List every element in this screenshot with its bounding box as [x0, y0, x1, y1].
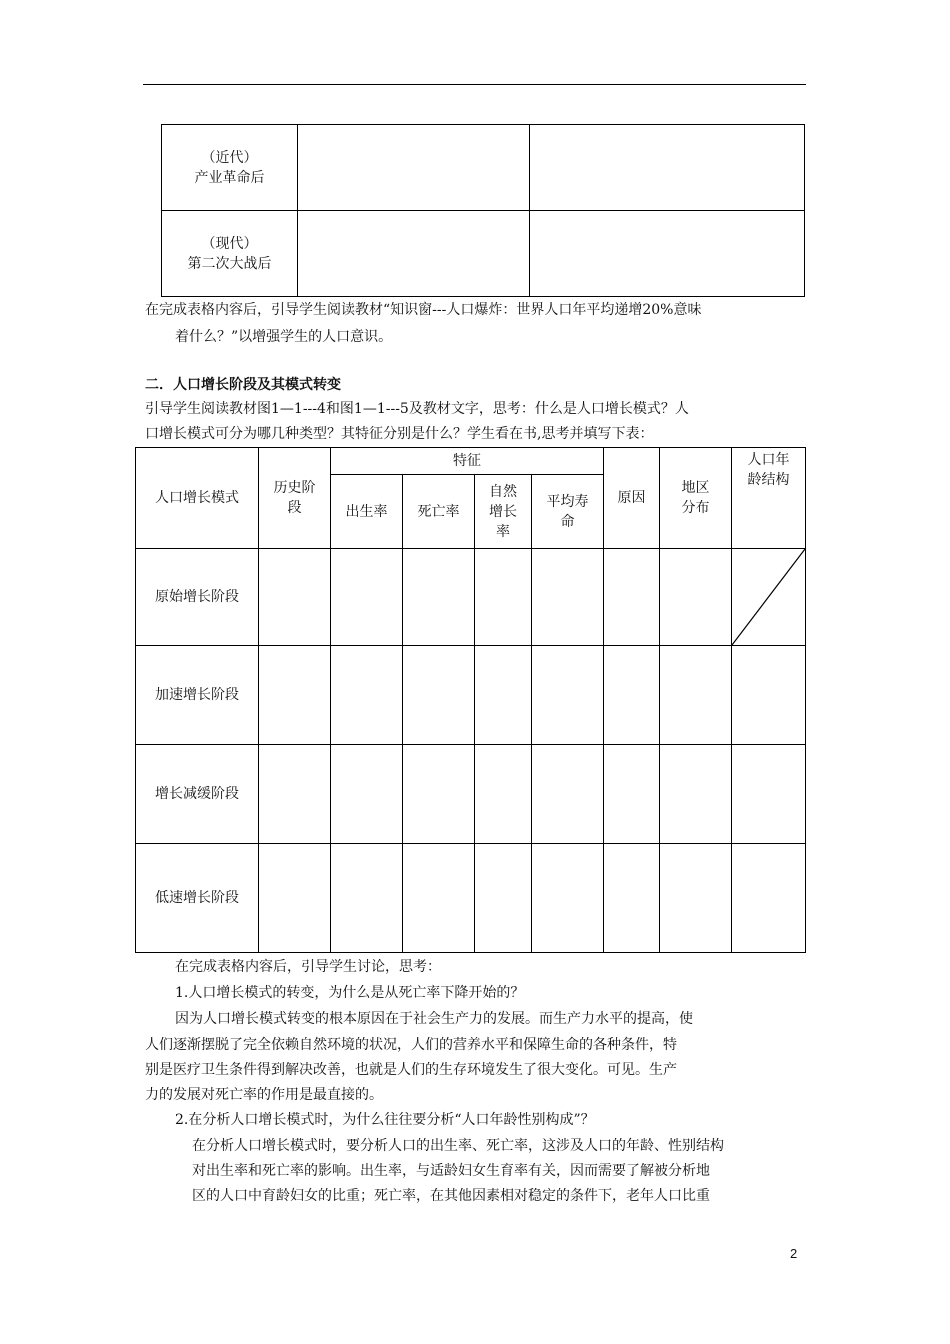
header-birth: 出生率 [331, 475, 403, 549]
blank-cell [530, 211, 805, 297]
blank-cell [475, 549, 532, 646]
question: 2.在分析人口增长模式时，为什么往往要分析“人口年龄性别构成”？ [175, 1112, 595, 1128]
header-death: 死亡率 [403, 475, 475, 549]
table-row [162, 211, 805, 297]
diagonal-slash [732, 549, 805, 645]
header-mode: 人口增长模式 [136, 448, 259, 549]
era-label: （现代） [201, 235, 258, 252]
blank-cell [475, 646, 532, 745]
era-label: （近代） [201, 149, 258, 166]
blank-cell [403, 745, 475, 844]
header-age-line: 龄结构 [747, 472, 790, 488]
header-history [259, 448, 331, 549]
blank-cell [331, 745, 403, 844]
table-row [136, 549, 806, 646]
table-row [136, 646, 806, 745]
blank-cell [259, 646, 331, 745]
blank-cell [732, 745, 806, 844]
blank-cell [475, 745, 532, 844]
paragraph-line: 引导学生阅读教材图1—1---4和图1—1---5及教材文字，思考：什么是人口增长模式？人 [145, 401, 689, 417]
diagonal-cell [732, 549, 806, 646]
header-region-line: 地区 [681, 480, 710, 496]
blank-cell [604, 549, 660, 646]
header-life-line: 平均寿 [546, 493, 589, 510]
header-region-line: 分布 [681, 500, 710, 516]
blank-cell [660, 549, 732, 646]
blank-cell [475, 844, 532, 953]
stage-label: 低速增长阶段 [136, 844, 259, 953]
blank-cell [530, 125, 805, 211]
table-row [136, 844, 806, 953]
blank-cell [532, 844, 604, 953]
header-age [732, 448, 806, 549]
paragraph-line: 着什么？”以增强学生的人口意识。 [175, 329, 393, 345]
header-natural-line: 自然 [489, 483, 517, 500]
answer-line: 别是医疗卫生条件得到解决改善，也就是人们的生存环境发生了很大变化。可见。生产 [145, 1062, 677, 1078]
answer-line: 因为人口增长模式转变的根本原因在于社会生产力的发展。而生产力水平的提高，使 [175, 1011, 693, 1027]
header-features: 特征 [331, 448, 604, 475]
blank-cell [259, 549, 331, 646]
stage-label: 加速增长阶段 [136, 646, 259, 745]
answer-line: 人们逐渐摆脱了完全依赖自然环境的状况，人们的营养水平和保障生命的各种条件，特 [145, 1037, 677, 1053]
paragraph-line: 口增长模式可分为哪几种类型？其特征分别是什么？学生看在书,思考并填写下表： [145, 426, 654, 442]
blank-cell [403, 646, 475, 745]
blank-cell [660, 646, 732, 745]
blank-cell [604, 745, 660, 844]
question: 1.人口增长模式的转变，为什么是从死亡率下降开始的？ [175, 985, 525, 1001]
blank-cell [298, 211, 530, 297]
stage-label: 原始增长阶段 [136, 549, 259, 646]
header-age-line: 人口年 [747, 452, 790, 468]
header-history-line: 段 [287, 500, 302, 516]
blank-cell [331, 646, 403, 745]
section-heading: 二．人口增长阶段及其模式转变 [145, 377, 341, 393]
answer-line: 力的发展对死亡率的作用是最直接的。 [145, 1087, 383, 1103]
blank-cell [732, 646, 806, 745]
blank-cell [532, 549, 604, 646]
page-number: 2 [790, 1246, 798, 1261]
header-rule [143, 84, 806, 85]
blank-cell [732, 844, 806, 953]
era-cell [162, 125, 298, 211]
header-natural [475, 475, 532, 549]
stage-label: 增长减缓阶段 [136, 745, 259, 844]
era-desc: 产业革命后 [194, 169, 265, 186]
population-mode-table [135, 447, 806, 953]
blank-cell [331, 549, 403, 646]
era-cell [162, 211, 298, 297]
blank-cell [259, 844, 331, 953]
answer-line: 在分析人口增长模式时，要分析人口的出生率、死亡率，这涉及人口的年龄、性别结构 [192, 1138, 724, 1154]
blank-cell [259, 745, 331, 844]
blank-cell [298, 125, 530, 211]
answer-line: 区的人口中育龄妇女的比重；死亡率，在其他因素相对稳定的条件下，老年人口比重 [192, 1188, 710, 1204]
paragraph-line: 在完成表格内容后，引导学生阅读教材“知识窗---人口爆炸：世界人口年平均递增20%意味 [145, 302, 702, 318]
header-row [136, 448, 806, 475]
header-natural-line: 率 [496, 523, 510, 540]
table-row [162, 125, 805, 211]
blank-cell [604, 844, 660, 953]
answer-line: 对出生率和死亡率的影响。出生率，与适龄妇女生育率有关，因而需要了解被分析地 [192, 1163, 710, 1179]
blank-cell [403, 549, 475, 646]
header-life [532, 475, 604, 549]
header-reason: 原因 [604, 448, 660, 549]
blank-cell [532, 646, 604, 745]
header-natural-line: 增长 [489, 503, 517, 520]
blank-cell [660, 844, 732, 953]
header-life-line: 命 [560, 513, 575, 530]
table-row [136, 745, 806, 844]
blank-cell [532, 745, 604, 844]
blank-cell [331, 844, 403, 953]
paragraph-line: 在完成表格内容后，引导学生讨论，思考： [175, 959, 441, 975]
header-region [660, 448, 732, 549]
blank-cell [403, 844, 475, 953]
blank-cell [604, 646, 660, 745]
blank-cell [660, 745, 732, 844]
history-table [161, 124, 805, 297]
era-desc: 第二次大战后 [187, 255, 272, 272]
header-history-line: 历史阶 [273, 480, 316, 496]
